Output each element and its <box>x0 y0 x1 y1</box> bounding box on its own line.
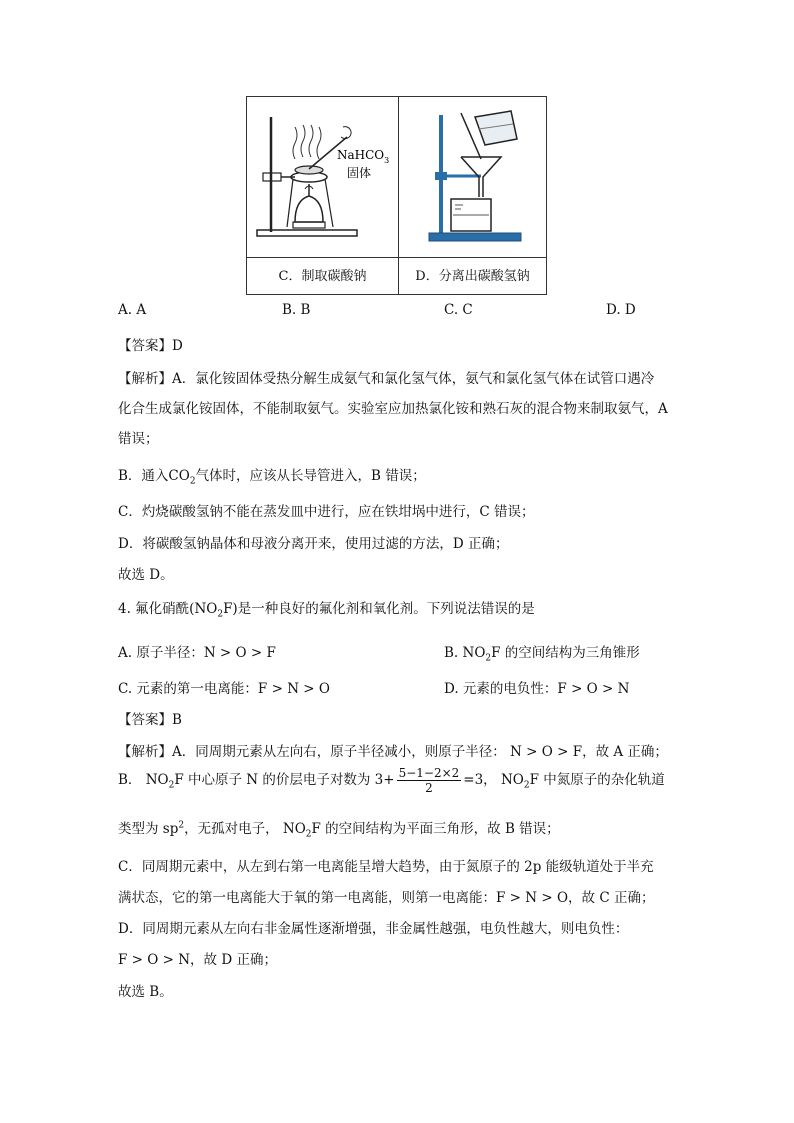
filtration-apparatus-icon <box>399 97 546 257</box>
q4-analysis-line-5: 满状态，它的第一电离能大于氧的第一电离能，则第一电离能：F > N > O，故 C 正确； <box>118 890 655 906</box>
q3-analysis-line-2: 化合生成氯化铵固体，不能制取氨气。实验室应加热氯化铵和熟石灰的混合物来制取氨气，A <box>118 401 668 417</box>
q4-option-a: A. 原子半径：N > O > F <box>118 645 276 661</box>
solid-label: 固体 <box>347 166 372 180</box>
answer-value: B <box>172 712 182 728</box>
q4-analysis-line-3: 类型为 $sp^2$，无孤对电子， $NO_2F$ 的空间结构为平面三角形，故 B 错误； <box>118 820 560 840</box>
q3-analysis-line-5: C．灼烧碳酸氢钠不能在蒸发皿中进行，应在铁坩埚中进行，C 错误； <box>118 504 535 520</box>
figure-c-cell <box>247 97 399 257</box>
q4-option-c: C. 元素的第一电离能：F > N > O <box>118 681 330 697</box>
q4-answer <box>118 708 182 728</box>
q3-analysis-line-3: 错误； <box>118 431 159 447</box>
q3-analysis-line-1: 【解析】A．氯化铵固体受热分解生成氨气和氯化氢气体，氨气和氯化氢气体在试管口遇冷 <box>118 371 655 387</box>
fraction: $\frac{5-1-2\times 2}{2}$ <box>398 766 460 795</box>
nahco3-label: NaHCO$_3$ <box>337 148 390 165</box>
option-d: D. D <box>606 302 636 318</box>
q3-analysis-line-7: 故选 D。 <box>118 567 174 583</box>
option-c: C. C <box>444 302 473 318</box>
q3-answer <box>118 334 183 354</box>
answer-value: D <box>172 338 183 354</box>
q4-analysis-line-1: 【解析】A．同周期元素从左向右，原子半径减小，则原子半径： N > O > F，故 A 正确； <box>118 744 668 760</box>
option-a: A. A <box>118 302 147 318</box>
q4-analysis-line-7: F > O > N，故 D 正确； <box>118 952 277 968</box>
q4-analysis-line-2: B． $NO_2F$ 中心原子 N 的价层电子对数为 3+ $\frac{5-1-2\times 2}{2}$ =3， $NO_2F$ 中氮原子的杂化轨道 <box>118 766 665 795</box>
q4-analysis-line-6: D．同周期元素从左向右非金属性逐渐增强，非金属性越强，电负性越大，则电负性： <box>118 921 629 937</box>
q4-option-d: D. 元素的电负性：F > O > N <box>444 681 630 697</box>
answer-tag: 【答案】 <box>118 338 172 354</box>
figure-caption-row <box>247 257 546 294</box>
caption-c: C．制取碳酸钠 <box>247 258 399 295</box>
figure-d-cell <box>399 97 546 257</box>
caption-d: D．分离出碳酸氢钠 <box>415 269 530 284</box>
analysis-tag: 【解析】 <box>118 744 172 760</box>
q3-analysis-line-6: D．将碳酸氢钠晶体和母液分离开来，使用过滤的方法，D 正确； <box>118 536 509 552</box>
option-b: B. B <box>282 302 311 318</box>
q4-analysis-line-8: 故选 B。 <box>118 984 173 1000</box>
sodium-bicarbonate-heating-apparatus-icon <box>247 97 399 257</box>
q4-stem: 4. 氟化硝酰$(NO_2F)$是一种良好的氟化剂和氧化剂。下列说法错误的是 <box>118 601 535 620</box>
q3-analysis-line-4: B．通入$CO_2$气体时，应该从长导管进入，B 错误； <box>118 468 426 487</box>
analysis-tag: 【解析】 <box>118 371 172 387</box>
q4-analysis-line-4: C．同周期元素中，从左到右第一电离能呈增大趋势，由于氮原子的 2p 能级轨道处于半充 <box>118 859 654 875</box>
apparatus-figure-table <box>246 96 547 295</box>
answer-tag: 【答案】 <box>118 712 172 728</box>
q4-option-b: B. $NO_2F$ 的空间结构为三角锥形 <box>444 645 640 664</box>
